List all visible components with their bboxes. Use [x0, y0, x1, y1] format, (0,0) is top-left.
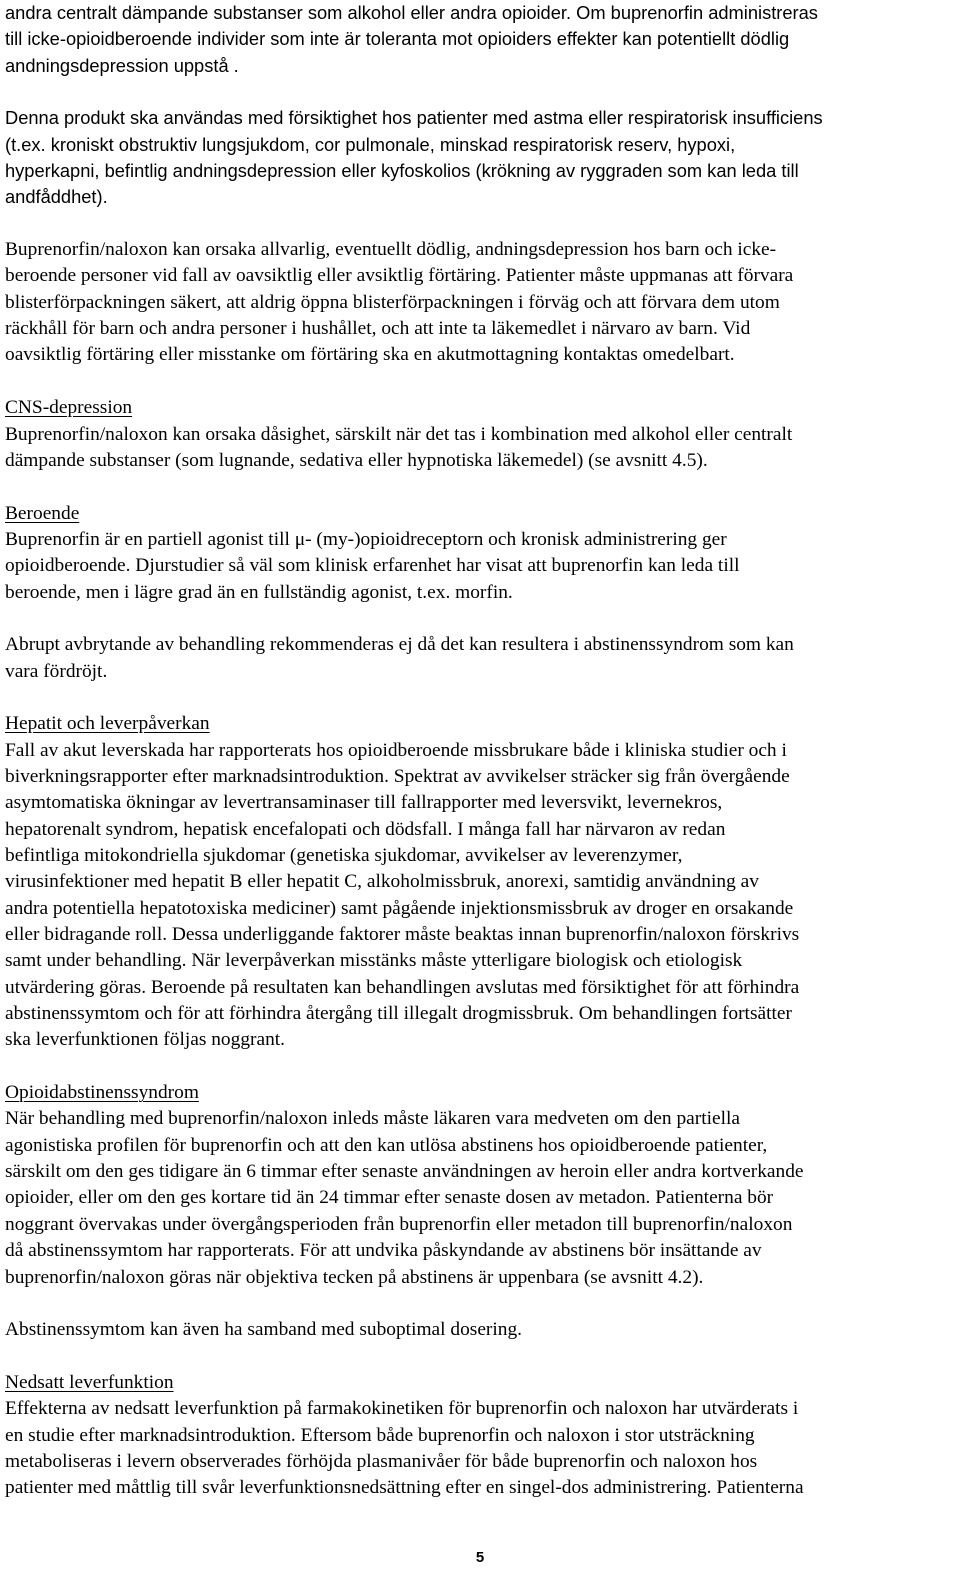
text-line: andfåddhet). [5, 186, 108, 208]
text-line: beroende personer vid fall av oavsiktlig eller avsiktlig förtäring. Patienter måste uppmanas att förvara [5, 265, 794, 287]
text-line: befintliga mitokondriella sjukdomar (genetiska sjukdomar, avvikelser av leverenzymer, [5, 845, 683, 866]
paragraph-child-ingestion [5, 237, 955, 369]
document-page [5, 0, 955, 1502]
text-line: asymtomatiska ökningar av levertransaminaser till fallrapporter med leversvikt, levernekros, [5, 792, 723, 814]
paragraph-asthma-caution [5, 105, 955, 210]
text-line: hyperkapni, befintlig andningsdepression eller kyfoskolios (krökning av ryggraden som kan leda till [5, 160, 799, 182]
text-line: andningsdepression uppstå . [5, 54, 239, 76]
text-line: agonistiska profilen för buprenorfin och att den kan utlösa abstinens hos opioidberoende patienter, [5, 1134, 768, 1156]
text-line: räckhåll för barn och andra personer i hushållet, och att inte ta läkemedlet i närvaro av barn. Vid [5, 318, 751, 340]
section-heading-hepatit: Hepatit och leverpåverkan [5, 713, 210, 735]
text-line: en studie efter marknadsintroduktion. Eftersom både buprenorfin och naloxon i stor utsträckning [5, 1424, 755, 1446]
text-line: opioidberoende. Djurstudier så väl som klinisk erfarenhet har visat att buprenorfin kan leda till [5, 555, 740, 577]
text-line: samt under behandling. När leverpåverkan misstänks måste ytterligare biologisk och etiologisk [5, 950, 743, 972]
text-line: Denna produkt ska användas med försiktighet hos patienter med astma eller respiratorisk insufficiens [5, 107, 823, 129]
text-line: biverkningsrapporter efter marknadsintroduktion. Spektrat av avvikelser sträcker sig från övergående [5, 765, 790, 787]
text-line: abstinenssymtom och för att förhindra återgång till illegalt drogmissbruk. Om behandlingen fortsätter [5, 1003, 792, 1025]
text-line: Effekterna av nedsatt leverfunktion på farmakokinetiken för buprenorfin och naloxon har utvärderats i [5, 1398, 799, 1420]
section-heading-opioidabstinens: Opioidabstinenssyndrom [5, 1082, 199, 1104]
text-line: blisterförpackningen säkert, att aldrig öppna blisterförpackningen i förväg och att förvara dem utom [5, 291, 780, 313]
text-line: vara fördröjt. [5, 660, 108, 682]
paragraph-abrupt-discontinuation [5, 632, 955, 685]
text-line: då abstinenssymtom har rapporterats. För att undvika påskyndande av abstinens bör insättande av [5, 1240, 762, 1262]
text-line: Buprenorfin/naloxon kan orsaka dåsighet, särskilt när det tas i kombination med alkohol eller centralt [5, 423, 793, 445]
text-line: buprenorfin/naloxon göras när objektiva tecken på abstinens är uppenbara (se avsnitt 4.2). [5, 1266, 704, 1288]
text-line: beroende, men i lägre grad än en fullständig agonist, t.ex. morfin. [5, 581, 513, 603]
text-line: metaboliseras i levern observerades förhöjda plasmanivåer för både buprenorfin och naloxon hos [5, 1450, 758, 1472]
text-line: Buprenorfin/naloxon kan orsaka allvarlig, eventuellt dödlig, andningsdepression hos barn och icke- [5, 239, 777, 261]
section-heading-cns-depression: CNS-depression [5, 397, 133, 419]
section-heading-nedsatt-leverfunktion: Nedsatt leverfunktion [5, 1371, 174, 1393]
section-opioidabstinens [5, 1080, 955, 1291]
section-nedsatt-leverfunktion [5, 1370, 955, 1502]
text-line: patienter med måttlig till svår leverfunktionsnedsättning efter en singel-dos administrering. Patienterna [5, 1477, 804, 1499]
text-line: andra centralt dämpande substanser som alkohol eller andra opioider. Om buprenorfin administreras [5, 2, 818, 23]
section-hepatit [5, 711, 955, 1053]
section-heading-beroende: Beroende [5, 502, 80, 524]
text-line: utvärdering göras. Beroende på resultaten kan behandlingen avslutas med försiktighet för att förhindra [5, 976, 800, 998]
paragraph-respiratory-intro [5, 0, 955, 79]
page-number: 5 [475, 1549, 485, 1566]
text-line: särskilt om den ges tidigare än 6 timmar efter senaste användningen av heroin eller andra kortverkande [5, 1161, 804, 1183]
paragraph-abstinenssymtom [5, 1317, 955, 1343]
text-line: oavsiktlig förtäring eller misstanke om förtäring ska en akutmottagning kontaktas omedelbart. [5, 344, 735, 366]
text-line: Abrupt avbrytande av behandling rekommenderas ej då det kan resultera i abstinenssyndrom som kan [5, 634, 794, 656]
text-line: eller bidragande roll. Dessa underliggande faktorer måste beaktas innan buprenorfin/naloxon förskrivs [5, 924, 800, 946]
text-line: dämpande substanser (som lugnande, sedativa eller hypnotiska läkemedel) (se avsnitt 4.5). [5, 449, 708, 471]
text-line: andra potentiella hepatotoxiska mediciner) samt pågående injektionsmissbruk av droger en orsakande [5, 897, 794, 919]
section-beroende [5, 501, 955, 606]
text-line: Buprenorfin är en partiell agonist till μ- (my-)opioidreceptorn och kronisk administrering ger [5, 528, 727, 550]
text-line: virusinfektioner med hepatit B eller hepatit C, alkoholmissbruk, anorexi, samtidig användning av [5, 871, 759, 893]
text-line: opioider, eller om den ges kortare tid än 24 timmar efter senaste dosen av metadon. Patienterna bör [5, 1187, 774, 1209]
text-line: ska leverfunktionen följas noggrant. [5, 1029, 286, 1051]
text-line: hepatorenalt syndrom, hepatisk encefalopati och dödsfall. I många fall har närvaron av redan [5, 818, 726, 840]
text-line: noggrant övervakas under övergångsperioden från buprenorfin eller metadon till buprenorfin/naloxon [5, 1213, 793, 1235]
text-line: till icke-opioidberoende individer som inte är toleranta mot opioiders effekter kan potentiellt dödlig [5, 28, 790, 50]
section-cns-depression [5, 395, 955, 474]
text-line: Fall av akut leverskada har rapporterats hos opioidberoende missbrukare både i kliniska studier och i [5, 739, 787, 761]
text-line: (t.ex. kroniskt obstruktiv lungsjukdom, cor pulmonale, minskad respiratorisk reserv, hypoxi, [5, 133, 736, 155]
text-line: När behandling med buprenorfin/naloxon inleds måste läkaren vara medveten om den partiella [5, 1108, 740, 1130]
text-line: Abstinenssymtom kan även ha samband med suboptimal dosering. [5, 1319, 523, 1341]
